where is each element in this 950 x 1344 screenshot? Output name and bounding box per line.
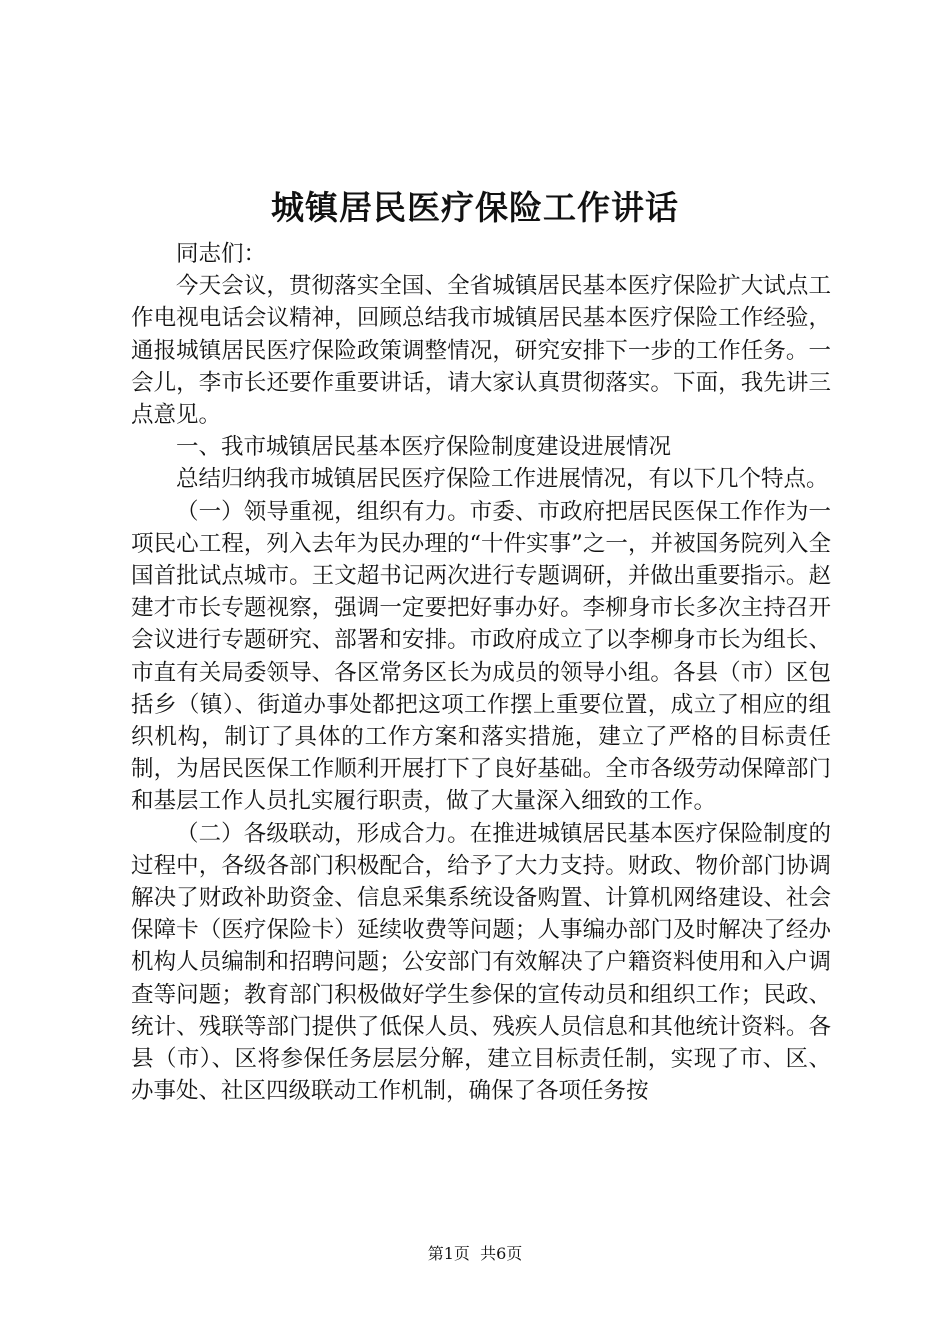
- document-body: [131, 238, 831, 1107]
- page-number-label: 第1页 共6页: [427, 1244, 523, 1263]
- section-heading-1: 一、我市城镇居民基本医疗保险制度建设进展情况: [176, 434, 672, 461]
- paragraph-point-2: （二）各级联动，形成合力。在推进城镇居民基本医疗保险制度的过程中，各级各部门积极配合，给予了大力支持。财政、物价部门协调解决了财政补助资金、信息采集系统设备购置、计算机网络建设、社会保障卡（医疗保险卡）延续收费等问题；人事编办部门及时解决了经办机构人员编制和招聘问题；公安部门有效解决了户籍资料使用和入户调查等问题；教育部门积极做好学生参保的宣传动员和组织工作；民政、统计、残联等部门提供了低保人员、残疾人员信息和其他统计资料。各县（市）、区将参保任务层层分解，建立目标责任制，实现了市、区、办事处、社区四级联动工作机制，确保了各项任务按: [131, 820, 831, 1105]
- paragraph-intro: 今天会议，贯彻落实全国、全省城镇居民基本医疗保险扩大试点工作电视电话会议精神，回顾总结我市城镇居民基本医疗保险工作经验，通报城镇居民医疗保险政策调整情况，研究安排下一步的工作任务。一会儿，李市长还要作重要讲话，请大家认真贯彻落实。下面，我先讲三点意见。: [131, 273, 831, 429]
- document-title: 城镇居民医疗保险工作讲话: [271, 188, 679, 227]
- page-footer: [0, 1243, 950, 1265]
- paragraph-point-1: （一）领导重视，组织有力。市委、市政府把居民医保工作作为一项民心工程，列入去年为民办理的“十件实事”之一，并被国务院列入全国首批试点城市。王文超书记两次进行专题调研，并做出重要指示。赵建才市长专题视察，强调一定要把好事办好。李柳身市长多次主持召开会议进行专题研究、部署和安排。市政府成立了以李柳身市长为组长、市直有关局委领导、各区常务区长为成员的领导小组。各县（市）区包括乡（镇）、街道办事处都把这项工作摆上重要位置，成立了相应的组织机构，制订了具体的工作方案和落实措施，建立了严格的目标责任制，为居民医保工作顺利开展打下了良好基础。全市各级劳动保障部门和基层工作人员扎实履行职责，做了大量深入细致的工作。: [131, 498, 831, 815]
- paragraph-summary: 总结归纳我市城镇居民医疗保险工作进展情况，有以下几个特点。: [176, 466, 829, 493]
- salutation: 同志们：: [176, 241, 267, 267]
